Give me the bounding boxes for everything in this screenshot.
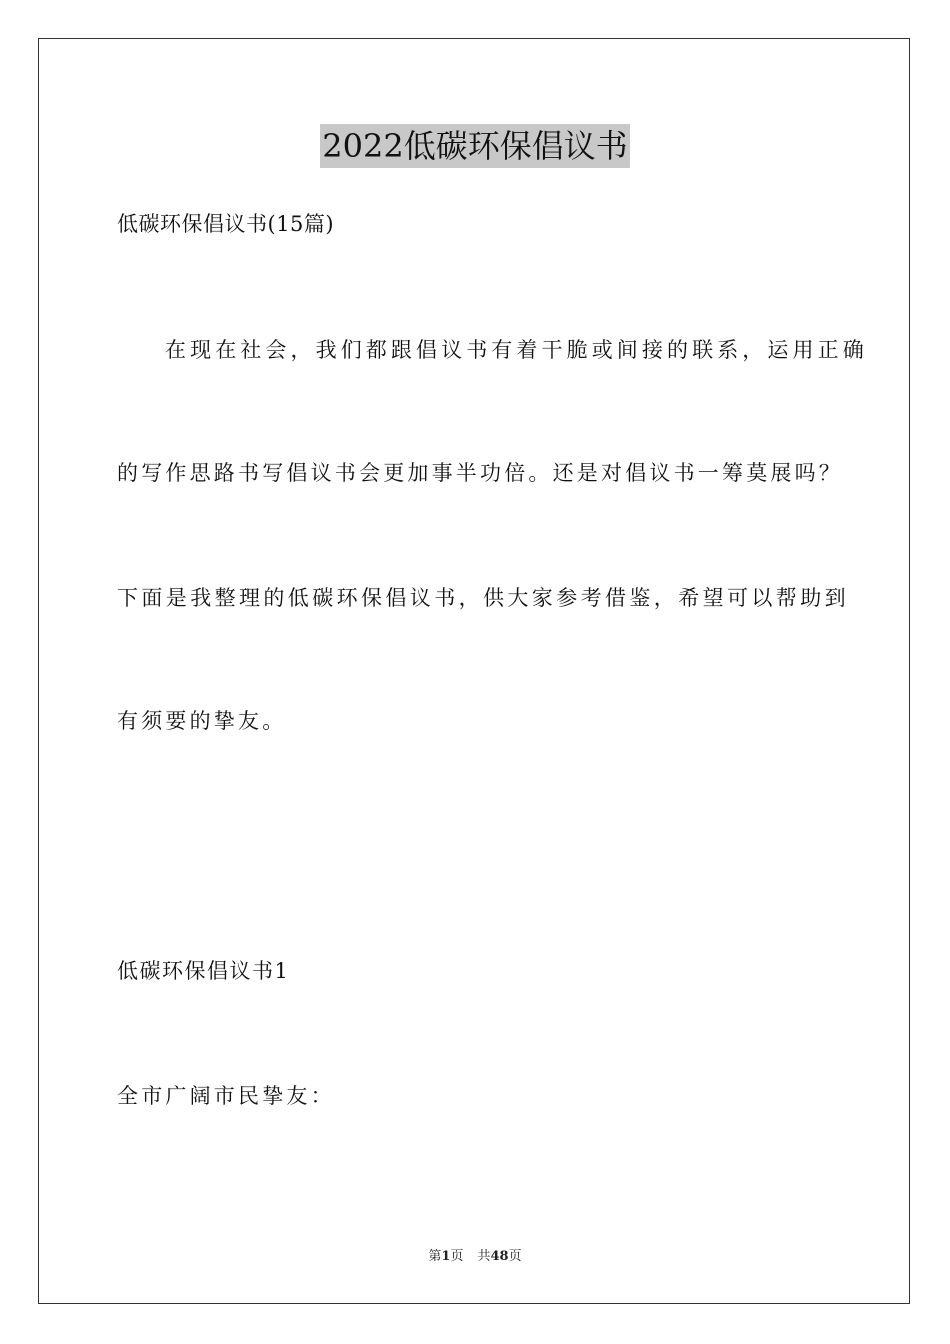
footer-total-pages: 48 — [490, 1249, 509, 1264]
title-container — [0, 124, 950, 168]
salutation: 全市广阔市民挚友： — [117, 1084, 335, 1108]
paragraph-line-4: 有须要的挚友。 — [117, 709, 287, 733]
paragraph-line-3: 下面是我整理的低碳环保倡议书，供大家参考借鉴，希望可以帮助到 — [117, 586, 849, 610]
section-heading: 低碳环保倡议书1 — [117, 959, 290, 983]
page-footer — [0, 1248, 950, 1266]
document-subtitle: 低碳环保倡议书(15篇) — [117, 212, 335, 236]
footer-page-number: 1 — [441, 1249, 451, 1264]
footer-page-prefix: 第 — [428, 1249, 442, 1264]
paragraph-line-2: 的写作思路书写倡议书会更加事半功倍。还是对倡议书一筹莫展吗？ — [117, 461, 843, 485]
footer-total-suffix: 页 — [508, 1249, 522, 1264]
paragraph-line-1: 在现在社会，我们都跟倡议书有着干脆或间接的联系，运用正确 — [165, 338, 868, 362]
document-title: 2022低碳环保倡议书 — [320, 124, 629, 168]
footer-total-prefix: 共 — [477, 1249, 491, 1264]
footer-page-suffix: 页 — [450, 1249, 464, 1264]
